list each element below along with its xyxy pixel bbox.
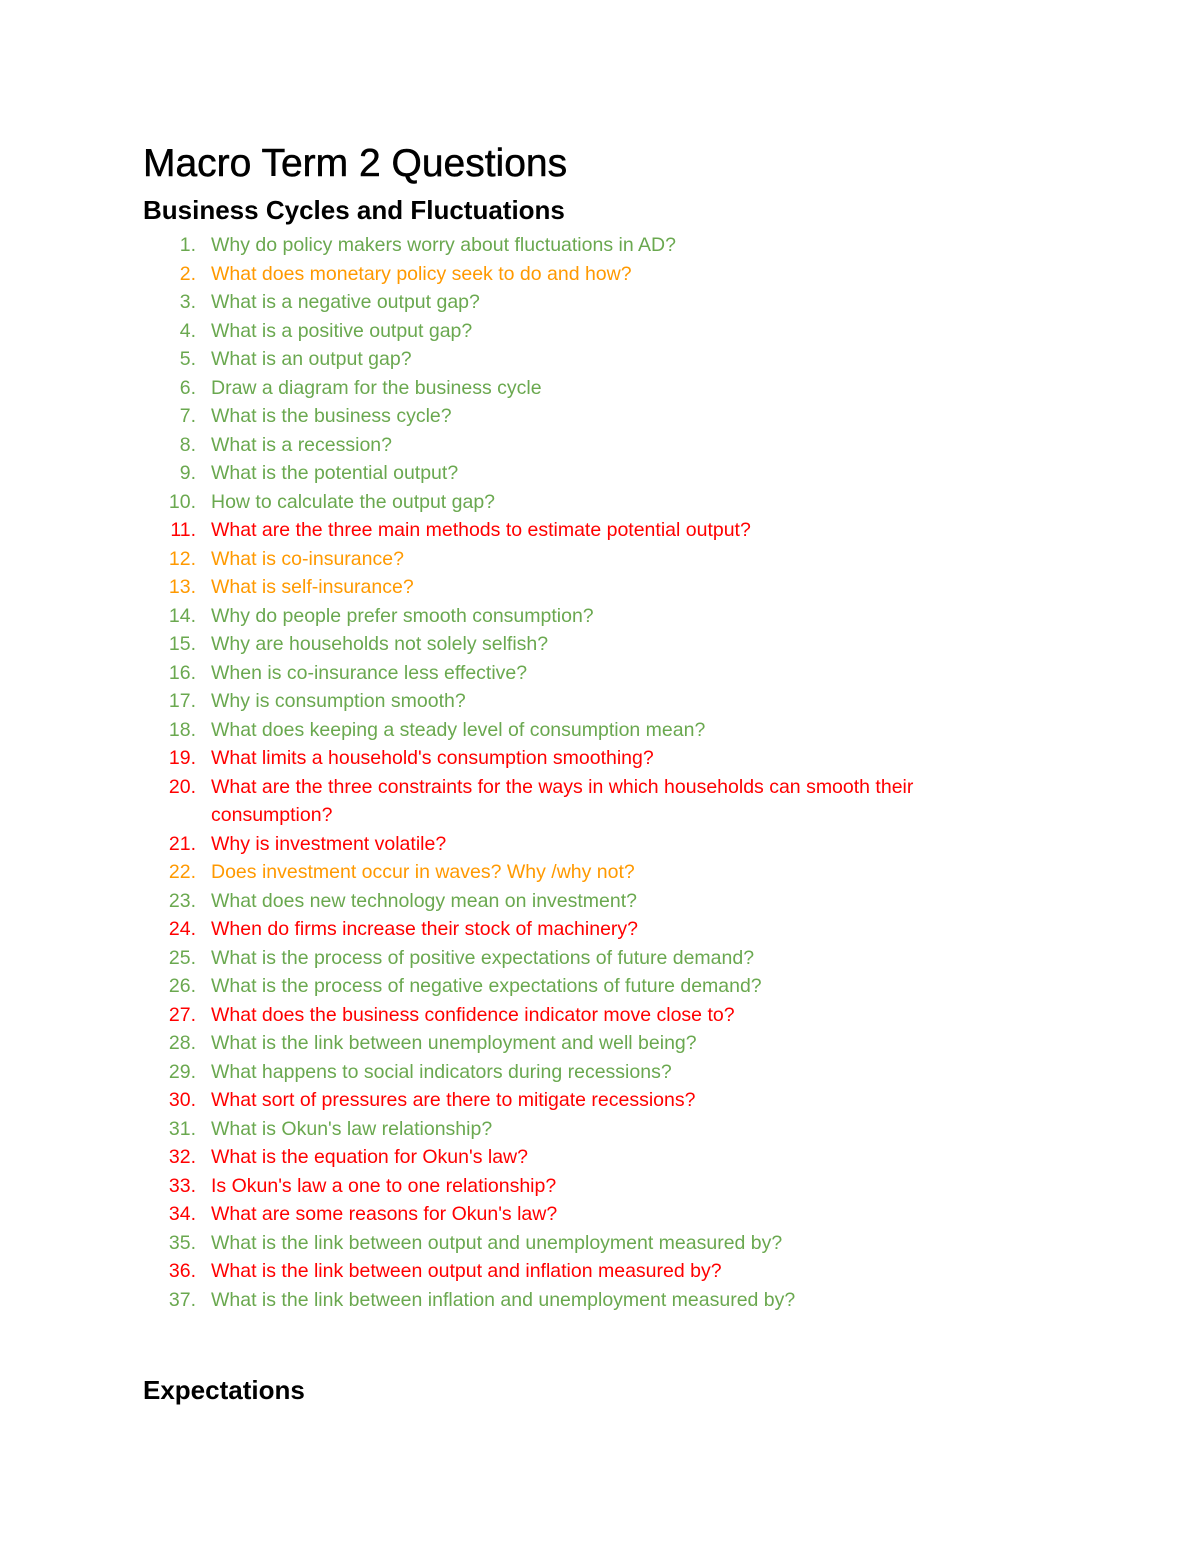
- question-item: [0, 1286, 1200, 1315]
- question-text: What does keeping a steady level of consumption mean?: [211, 718, 706, 741]
- question-item: [0, 374, 1200, 403]
- question-text: Does investment occur in waves? Why /why not?: [211, 861, 635, 883]
- question-number: 8.: [179, 433, 196, 456]
- question-number: 16.: [168, 661, 196, 684]
- question-number: 1.: [179, 234, 196, 256]
- question-number: 14.: [168, 604, 196, 627]
- question-number: 25.: [168, 946, 196, 969]
- question-number: 13.: [168, 576, 196, 598]
- question-text: Is Okun's law a one to one relationship?: [211, 1174, 557, 1197]
- question-item: [0, 716, 1200, 745]
- question-item: [0, 317, 1200, 346]
- question-item: [0, 1001, 1200, 1030]
- question-text: What happens to social indicators during recessions?: [211, 1060, 672, 1083]
- question-text: Why is consumption smooth?: [211, 690, 466, 712]
- question-item: [0, 944, 1200, 973]
- question-item: [0, 972, 1200, 1001]
- question-text: What is an output gap?: [211, 348, 412, 370]
- question-text: What is a negative output gap?: [211, 291, 480, 313]
- question-number: 26.: [168, 975, 196, 997]
- question-number: 29.: [168, 1060, 196, 1083]
- question-text: What is Okun's law relationship?: [211, 1117, 493, 1140]
- question-number: 19.: [168, 747, 196, 769]
- question-text: What does new technology mean on investment?: [211, 889, 638, 912]
- question-text: What does monetary policy seek to do and how?: [211, 262, 632, 285]
- question-text: When do firms increase their stock of machinery?: [211, 918, 639, 940]
- question-number: 18.: [168, 718, 196, 741]
- question-number: 36.: [168, 1260, 196, 1282]
- question-item: [0, 1200, 1200, 1229]
- question-item: [0, 573, 1200, 602]
- question-text: What is the process of positive expectations of future demand?: [211, 946, 755, 969]
- question-text: Draw a diagram for the business cycle: [211, 376, 542, 399]
- section-heading-business-cycles: Business Cycles and Fluctuations: [143, 195, 565, 225]
- question-text: What is the process of negative expectations of future demand?: [211, 975, 762, 997]
- question-text: What are the three main methods to estimate potential output?: [211, 519, 751, 541]
- question-item: [0, 1143, 1200, 1172]
- question-text: Why is investment volatile?: [211, 832, 447, 855]
- question-number: 27.: [168, 1003, 196, 1026]
- question-item: [0, 545, 1200, 574]
- question-item: [0, 345, 1200, 374]
- question-text: Why do people prefer smooth consumption?: [211, 604, 594, 627]
- question-text: What is co-insurance?: [211, 547, 404, 570]
- question-list: [0, 231, 1200, 1314]
- question-number: 23.: [168, 889, 196, 912]
- question-number: 31.: [168, 1117, 196, 1140]
- question-number: 3.: [179, 291, 196, 313]
- question-number: 28.: [168, 1032, 196, 1054]
- question-number: 21.: [168, 832, 196, 855]
- question-text: What is the equation for Okun's law?: [211, 1146, 528, 1168]
- question-text: How to calculate the output gap?: [211, 490, 496, 513]
- question-item: [0, 687, 1200, 716]
- question-text: What are some reasons for Okun's law?: [211, 1203, 558, 1225]
- question-number: 24.: [168, 918, 196, 940]
- question-item: [0, 459, 1200, 488]
- question-number: 12.: [168, 547, 196, 570]
- question-item: [0, 231, 1200, 260]
- question-number: 20.: [168, 775, 196, 798]
- question-item: [0, 1172, 1200, 1201]
- section-heading-expectations: Expectations: [143, 1375, 305, 1405]
- question-item: [0, 288, 1200, 317]
- question-number: 7.: [179, 405, 196, 427]
- question-text: What is the business cycle?: [211, 405, 452, 427]
- question-number: 6.: [179, 376, 196, 399]
- question-number: 15.: [168, 633, 196, 655]
- question-number: 4.: [179, 319, 196, 342]
- question-text: What is the link between unemployment and well being?: [211, 1032, 697, 1054]
- question-number: 34.: [168, 1203, 196, 1225]
- question-item: [0, 630, 1200, 659]
- question-text: What is a positive output gap?: [211, 319, 473, 342]
- question-item: [0, 488, 1200, 517]
- question-text: What limits a household's consumption smoothing?: [211, 747, 654, 769]
- question-item: [0, 887, 1200, 916]
- question-item: [0, 659, 1200, 688]
- question-item: [0, 1058, 1200, 1087]
- question-text: When is co-insurance less effective?: [211, 661, 528, 684]
- question-item: [0, 1086, 1200, 1115]
- question-number: 30.: [168, 1089, 196, 1111]
- question-number: 32.: [168, 1146, 196, 1168]
- question-text: What sort of pressures are there to mitigate recessions?: [211, 1089, 696, 1111]
- question-text: What is the potential output?: [211, 462, 459, 484]
- question-number: 10.: [168, 490, 196, 513]
- question-item: [0, 744, 1200, 773]
- question-number: 35.: [168, 1231, 196, 1254]
- question-item: [0, 858, 1200, 887]
- question-item: [0, 1029, 1200, 1058]
- question-number: 17.: [168, 690, 196, 712]
- question-number: 33.: [168, 1174, 196, 1197]
- question-number: 9.: [179, 462, 196, 484]
- question-text: What is a recession?: [211, 433, 392, 456]
- question-item: [0, 915, 1200, 944]
- question-item: [0, 773, 1200, 830]
- question-number: 2.: [179, 262, 196, 285]
- question-number: 5.: [179, 348, 196, 370]
- question-item: [0, 260, 1200, 289]
- question-text: What is the link between output and unemployment measured by?: [211, 1231, 783, 1254]
- question-item: [0, 431, 1200, 460]
- question-item: [0, 402, 1200, 431]
- question-item: [0, 516, 1200, 545]
- question-number: 11.: [170, 519, 196, 541]
- question-text: Why do policy makers worry about fluctuations in AD?: [211, 234, 676, 256]
- question-text: Why are households not solely selfish?: [211, 633, 549, 655]
- question-item: [0, 1229, 1200, 1258]
- question-item: [0, 830, 1200, 859]
- question-item: [0, 1115, 1200, 1144]
- question-text: What is self-insurance?: [211, 576, 414, 598]
- question-text: What are the three constraints for the ways in which households can smooth their consumption?: [211, 775, 914, 826]
- question-text: What does the business confidence indicator move close to?: [211, 1003, 735, 1026]
- question-number: 37.: [168, 1288, 196, 1311]
- question-item: [0, 602, 1200, 631]
- question-item: [0, 1257, 1200, 1286]
- question-text: What is the link between inflation and unemployment measured by?: [211, 1288, 796, 1311]
- question-text: What is the link between output and inflation measured by?: [211, 1260, 722, 1282]
- page-title: Macro Term 2 Questions: [143, 142, 568, 185]
- question-number: 22.: [168, 861, 196, 883]
